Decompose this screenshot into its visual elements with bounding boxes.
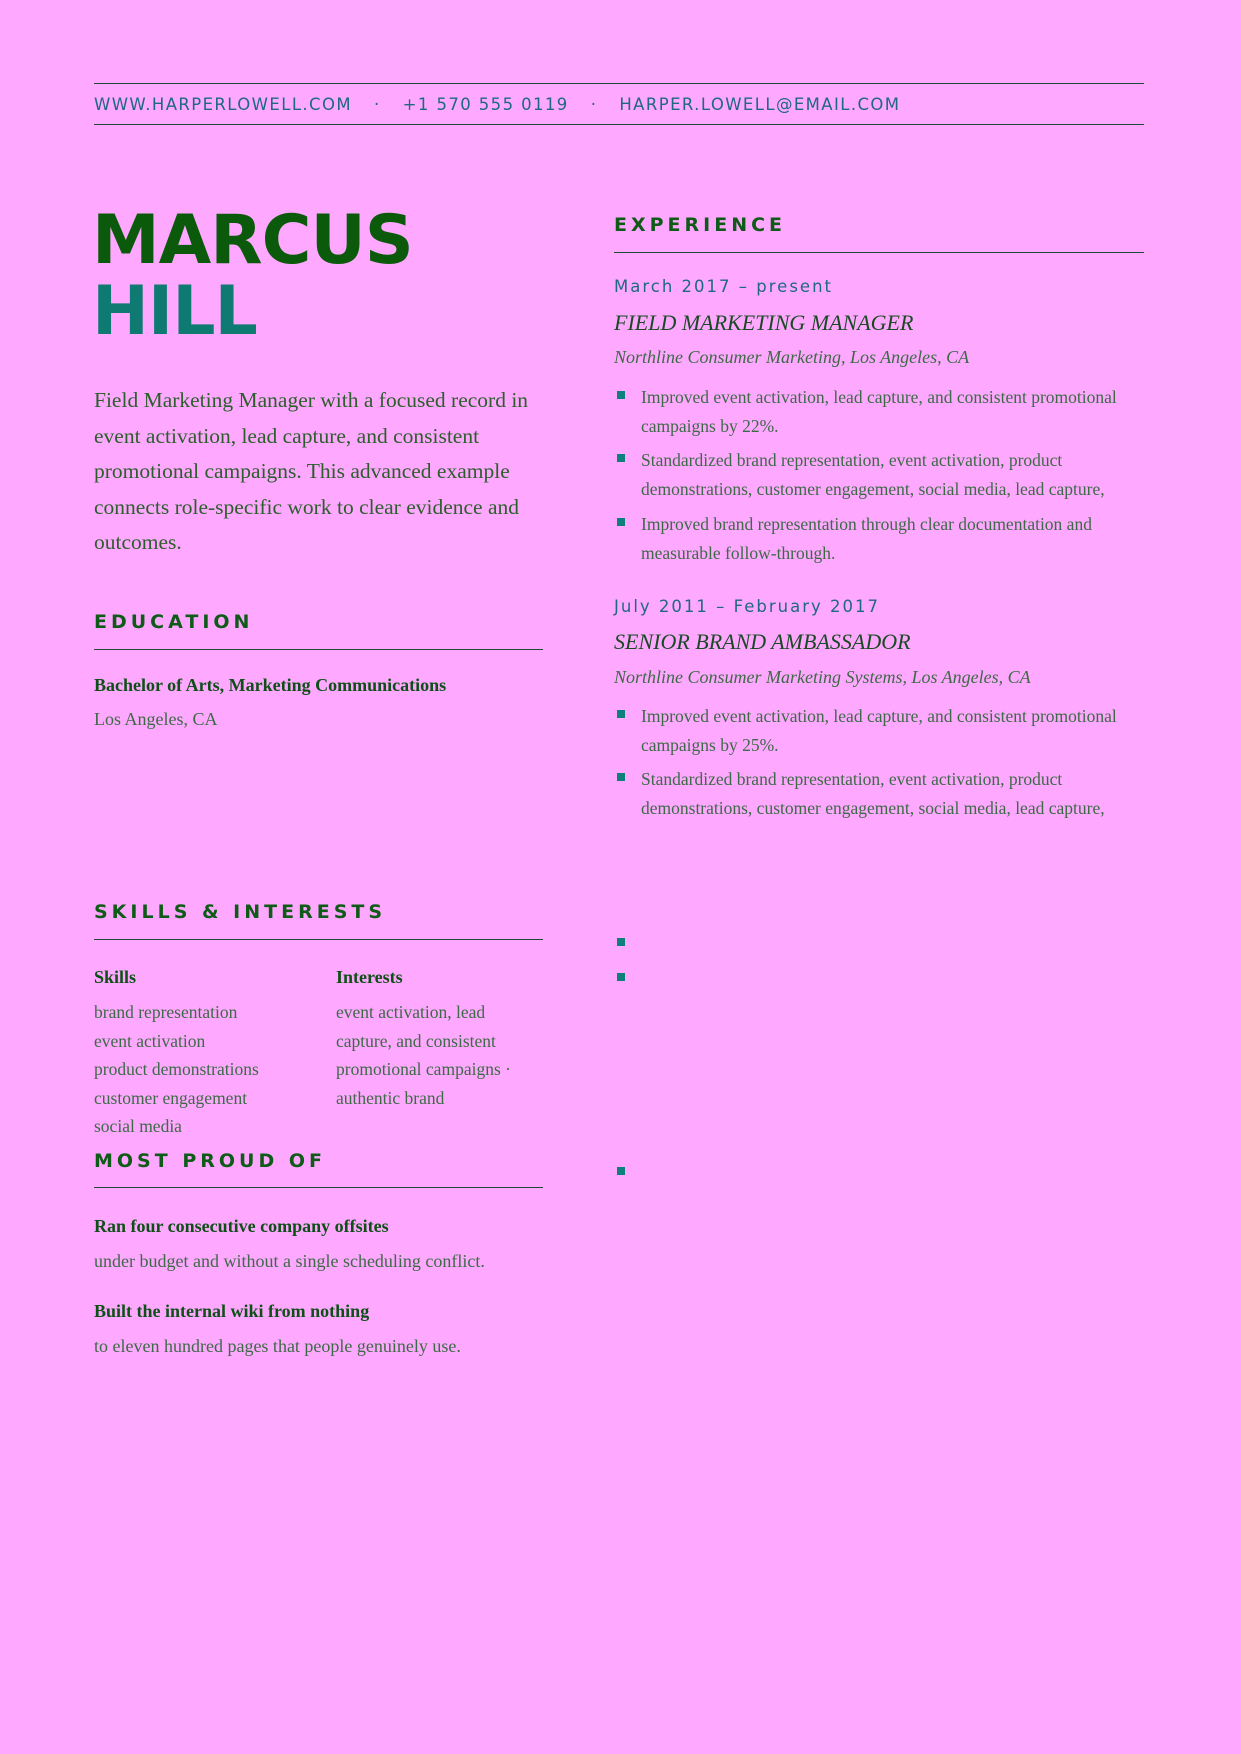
proud-item-desc: under budget and without a single scheduling conflict. <box>94 1251 485 1271</box>
email-link[interactable]: HARPER.LOWELL@EMAIL.COM <box>619 94 901 114</box>
interest-item: event activation, lead <box>336 1002 486 1022</box>
education-degree: Bachelor of Arts, Marketing Communications <box>94 675 447 695</box>
job-title: FIELD MARKETING MANAGER <box>614 310 914 335</box>
interest-item: authentic brand <box>336 1087 445 1108</box>
section-divider <box>94 1187 543 1188</box>
section-divider <box>614 252 1144 253</box>
contact-separator: · <box>590 94 598 114</box>
section-divider <box>94 649 543 650</box>
contact-bar <box>94 83 1144 125</box>
website-link[interactable]: WWW.HARPERLOWELL.COM <box>94 94 353 114</box>
interest-item: promotional campaigns · <box>336 1059 511 1079</box>
interests-list <box>336 998 546 1121</box>
skills-title: Skills <box>94 967 137 987</box>
bullet-icon <box>617 973 625 981</box>
skill-item: event activation <box>94 1030 206 1051</box>
job-dates: July 2011 – February 2017 <box>614 597 880 616</box>
phone-link[interactable]: +1 570 555 0119 <box>402 94 569 114</box>
job-dates: March 2017 – present <box>614 277 833 296</box>
interests-title: Interests <box>336 967 403 987</box>
proud-heading: MOST PROUD OF <box>94 1150 326 1172</box>
name-first: MARCUS <box>92 201 413 280</box>
skill-item: brand representation <box>94 1002 238 1022</box>
job-bullet: Improved event activation, lead capture, and consistent promotional campaigns by 25%. <box>641 706 1117 755</box>
bullet-icon <box>617 454 625 462</box>
contact-separator: · <box>374 94 381 114</box>
skills-list <box>94 998 324 1136</box>
skill-item: social media <box>94 1116 182 1136</box>
job-company: Northline Consumer Marketing, Los Angeles, CA <box>614 347 970 367</box>
interest-item: capture, and consistent <box>336 1030 496 1051</box>
education-location: Los Angeles, CA <box>94 709 218 729</box>
section-divider <box>94 939 543 940</box>
bullet-icon <box>617 518 625 526</box>
job-bullet: Standardized brand representation, event activation, product demonstrations, customer engagement, social media, lead capture, <box>641 769 1105 818</box>
job-title: SENIOR BRAND AMBASSADOR <box>614 629 911 654</box>
job-bullet: Standardized brand representation, event activation, product demonstrations, customer engagement, social media, lead capture, <box>641 450 1105 499</box>
skill-item: customer engagement <box>94 1087 248 1108</box>
experience-heading: EXPERIENCE <box>614 214 787 236</box>
job-bullet: Improved event activation, lead capture, and consistent promotional campaigns by 22%. <box>641 387 1117 436</box>
job-bullet: Improved brand representation through clear documentation and measurable follow-through. <box>641 510 1151 568</box>
bullet-icon <box>617 391 625 399</box>
education-heading: EDUCATION <box>94 611 254 633</box>
proud-item-desc: to eleven hundred pages that people genuinely use. <box>94 1336 461 1356</box>
proud-item-title: Built the internal wiki from nothing <box>94 1301 370 1321</box>
bullet-icon <box>617 938 625 946</box>
bullet-icon <box>617 710 625 718</box>
skills-heading: SKILLS & INTERESTS <box>94 901 387 923</box>
job-company: Northline Consumer Marketing Systems, Los Angeles, CA <box>614 667 1031 687</box>
name-last: HILL <box>92 272 257 351</box>
summary: Field Marketing Manager with a focused record in event activation, lead capture, and consistent promotional campaigns. This advanced example connects role-specific work to clear evidence and outcomes. <box>94 388 529 554</box>
skill-item: product demonstrations <box>94 1059 259 1079</box>
bullet-icon <box>617 1167 625 1175</box>
bullet-icon <box>617 773 625 781</box>
proud-item-title: Ran four consecutive company offsites <box>94 1216 389 1236</box>
